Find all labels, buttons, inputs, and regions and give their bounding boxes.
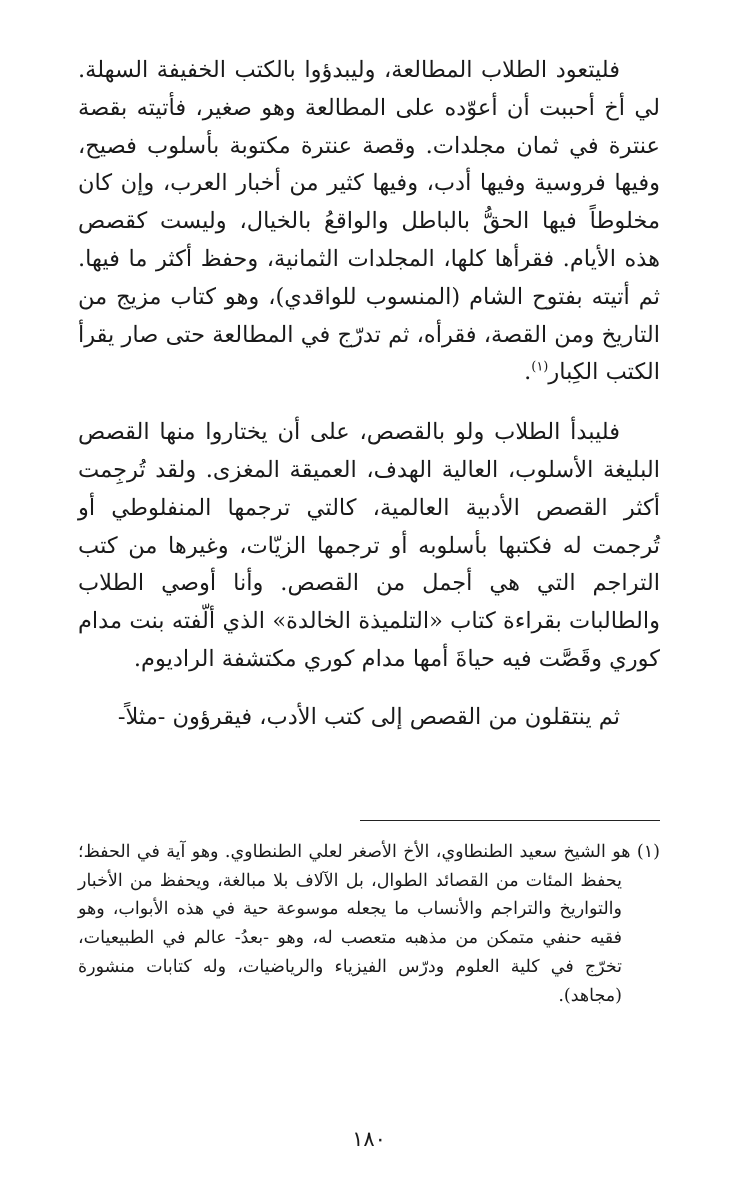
page-body (78, 52, 660, 737)
footnote-divider (360, 820, 660, 821)
main-text (78, 52, 660, 737)
footnote-1: (١) هو الشيخ سعيد الطنطاوي، الأخ الأصغر لعلي الطنطاوي. وهو آية في الحفظ؛ يحفظ المئات من القصائد الطوال، بل الآلاف بلا مبالغة، ويحفظ من الأخبار والتواريخ والتراجم والأنساب ما يجعله موسوعة حية في هذه الأبواب، وهو فقيه حنفي متمكن من مذهبه متعصب له، وهو -بعدُ- عالم في الطبيعيات، تخرّج في كلية العلوم ودرّس الفيزياء والرياضيات، وله كتابات منشورة (مجاهد). (78, 842, 660, 1006)
footnote-reference[interactable]: (١) (531, 359, 549, 375)
paragraph-3: ثم ينتقلون من القصص إلى كتب الأدب، فيقرؤون -مثلاً- (117, 703, 620, 730)
footnotes (78, 838, 660, 1010)
paragraph-2: فليبدأ الطلاب ولو بالقصص، على أن يختاروا منها القصص البليغة الأسلوب، العالية الهدف، العميقة المغزى. ولقد تُرجِمت أكثر القصص الأدبية العالمية، كالتي ترجمها المنفلوطي أو تُرجمت له فكتبها بأسلوبه أو ترجمها الزيّات، وغيرها من كتب التراجم التي هي أجمل من القصص. وأنا أوصي الطلاب والطالبات بقراءة كتاب «التلميذة الخالدة» الذي ألّفته بنت مدام كوري وقَصَّت فيه حياةَ أمها مدام كوري مكتشفة الراديوم. (78, 419, 660, 672)
paragraph-1-text: فليتعود الطلاب المطالعة، وليبدؤوا بالكتب الخفيفة السهلة. لي أخ أحببت أن أعوّده على المطالعة وهو صغير، فأتيته بقصة عنترة في ثمان مجلدات. وقصة عنترة مكتوبة بأسلوب فصيح، وفيها فروسية وفيها أدب، وفيها كثير من أخبار العرب، وإن كان مخلوطاً فيها الحقُّ بالباطل والواقعُ بالخيال، وليست كقصص هذه الأيام. فقرأها كلها، المجلدات الثمانية، وحفظ أكثر ما فيها. ثم أتيته بفتوح الشام (المنسوب للواقدي)، وهو كتاب مزيج من التاريخ ومن القصة، فقرأه، ثم تدرّج في المطالعة حتى صار يقرأ الكتب الكِبار (78, 57, 660, 386)
paragraph-1 (78, 52, 660, 392)
page-number: ١٨٠ (352, 1127, 386, 1151)
paragraph-1-end: . (524, 359, 532, 386)
